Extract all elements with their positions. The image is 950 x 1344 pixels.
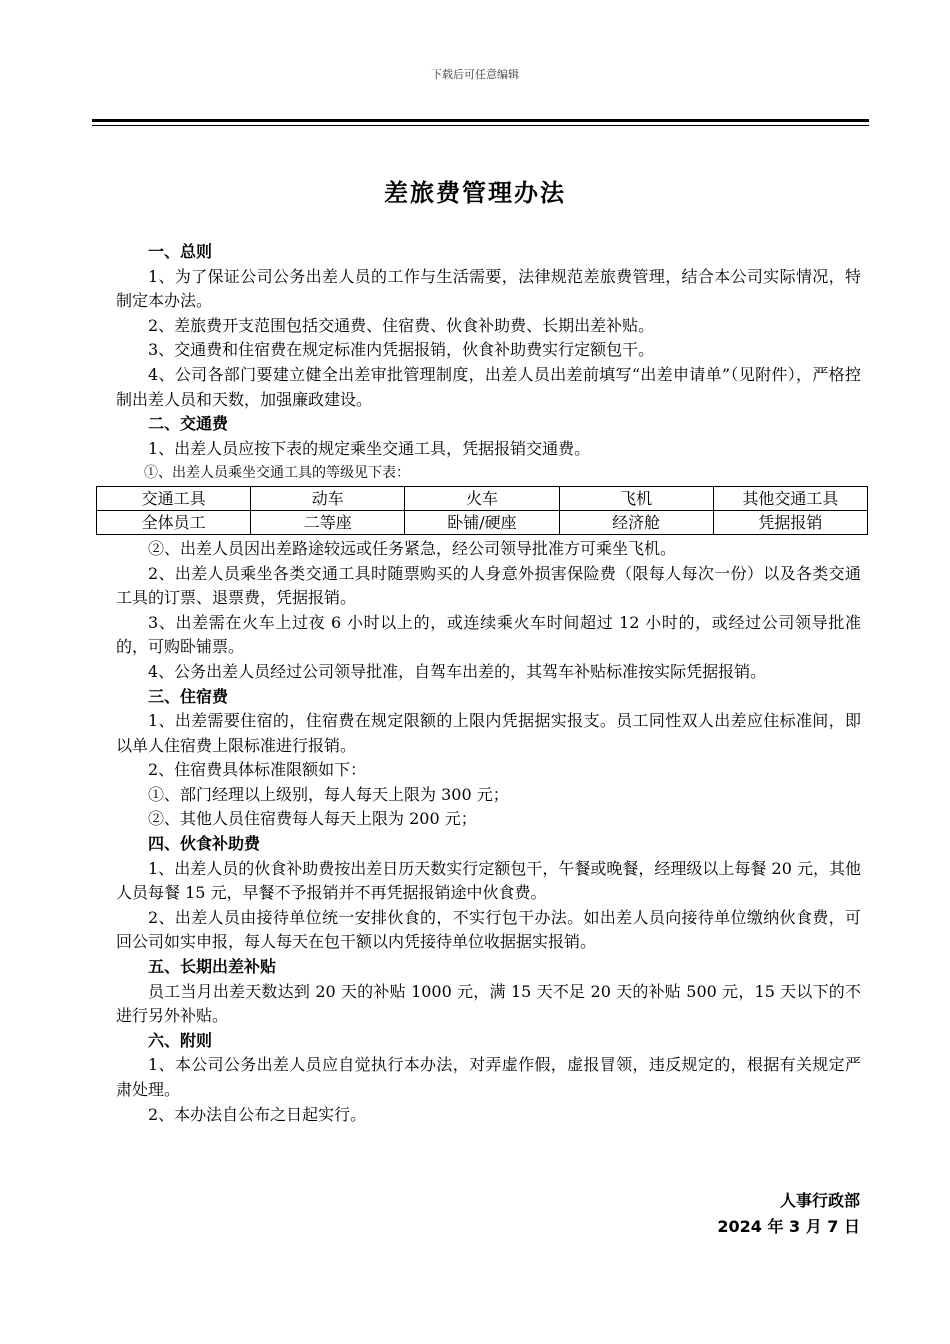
table-cell: 卧铺/硬座 <box>405 510 559 534</box>
section-heading-general: 一、总则 <box>148 242 213 261</box>
paragraph: 2、出差人员由接待单位统一安排伙食的，不实行包干办法。如出差人员向接待单位缴纳伙食费，可回公司如实申报，每人每天在包干额以内凭接待单位收据据实报销。 <box>116 907 861 952</box>
signature-department: 人事行政部 <box>779 1191 860 1210</box>
header-rule-thin <box>92 125 869 126</box>
header-rule-thick <box>92 119 869 122</box>
paragraph: 1、本公司公务出差人员应自觉执行本办法，对弄虚作假，虚报冒领，违反规定的，根据有关规定严肃处理。 <box>116 1055 861 1099</box>
table-cell: 全体员工 <box>97 510 251 534</box>
table-cell: 二等座 <box>251 510 405 534</box>
table-cell: 凭据报销 <box>713 510 867 534</box>
table-row <box>97 510 868 534</box>
signature-date: 2024 年 3 月 7 日 <box>717 1217 860 1236</box>
section-heading-long-term-allowance: 五、长期出差补贴 <box>148 957 277 977</box>
document-title: 差旅费管理办法 <box>384 179 566 207</box>
paragraph: 1、出差人员应按下表的规定乘坐交通工具，凭据报销交通费。 <box>148 438 591 458</box>
paragraph: 2、出差人员乘坐各类交通工具时随票购买的人身意外损害保险费（限每人每次一份）以及各类交通工具的订票、退票费，凭据报销。 <box>116 563 861 608</box>
signature-block <box>717 1188 860 1240</box>
paragraph: 2、住宿费具体标准限额如下： <box>148 760 367 780</box>
section-heading-accommodation: 三、住宿费 <box>148 686 229 706</box>
table-cell: 交通工具 <box>97 486 251 510</box>
document-body <box>116 240 861 1127</box>
paragraph: 3、交通费和住宿费在规定标准内凭据报销，伙食补助费实行定额包干。 <box>148 340 655 360</box>
paragraph: 1、出差人员的伙食补助费按出差日历天数实行定额包干，午餐或晚餐，经理级以上每餐 20 元，其他人员每餐 15 元，早餐不予报销并不再凭据报销途中伙食费。 <box>116 858 861 903</box>
table-cell: 其他交通工具 <box>713 486 867 510</box>
transport-grade-table <box>96 486 868 535</box>
table-caption: ①、出差人员乘坐交通工具的等级见下表： <box>144 465 410 482</box>
table-cell: 飞机 <box>559 486 713 510</box>
paragraph: 4、公务出差人员经过公司领导批准，自驾车出差的，其驾车补贴标准按实际凭据报销。 <box>148 661 767 681</box>
paragraph: ②、出差人员因出差路途较远或任务紧急，经公司领导批准方可乘坐飞机。 <box>148 538 677 558</box>
table-cell: 火车 <box>405 486 559 510</box>
section-heading-supplementary: 六、附则 <box>148 1030 213 1050</box>
paragraph: ①、部门经理以上级别，每人每天上限为 300 元； <box>148 784 509 804</box>
table-cell: 动车 <box>251 486 405 510</box>
paragraph: 2、本办法自公布之日起实行。 <box>148 1104 367 1124</box>
paragraph: 员工当月出差天数达到 20 天的补贴 1000 元，满 15 天不足 20 天的补贴 500 元，15 天以下的不进行另外补贴。 <box>116 981 861 1026</box>
header-note: 下载后可任意编辑 <box>431 68 519 81</box>
section-heading-transport: 二、交通费 <box>148 414 229 434</box>
table-header-row <box>97 486 868 510</box>
paragraph: 3、出差需在火车上过夜 6 小时以上的，或连续乘火车时间超过 12 小时的，或经过公司领导批准的，可购卧铺票。 <box>116 612 861 657</box>
paragraph: ②、其他人员住宿费每人每天上限为 200 元； <box>148 809 477 829</box>
paragraph: 1、为了保证公司公务出差人员的工作与生活需要，法律规范差旅费管理，结合本公司实际情况，特制定本办法。 <box>116 266 861 311</box>
paragraph: 1、出差需要住宿的，住宿费在规定限额的上限内凭据据实报支。员工同性双人出差应住标准间，即以单人住宿费上限标准进行报销。 <box>116 711 861 755</box>
paragraph: 2、差旅费开支范围包括交通费、住宿费、伙食补助费、长期出差补贴。 <box>148 315 655 335</box>
section-heading-meal-allowance: 四、伙食补助费 <box>148 834 261 854</box>
paragraph: 4、公司各部门要建立健全出差审批管理制度，出差人员出差前填写“出差申请单”（见附件），严格控制出差人员和天数，加强廉政建设。 <box>116 364 861 409</box>
table-cell: 经济舱 <box>559 510 713 534</box>
